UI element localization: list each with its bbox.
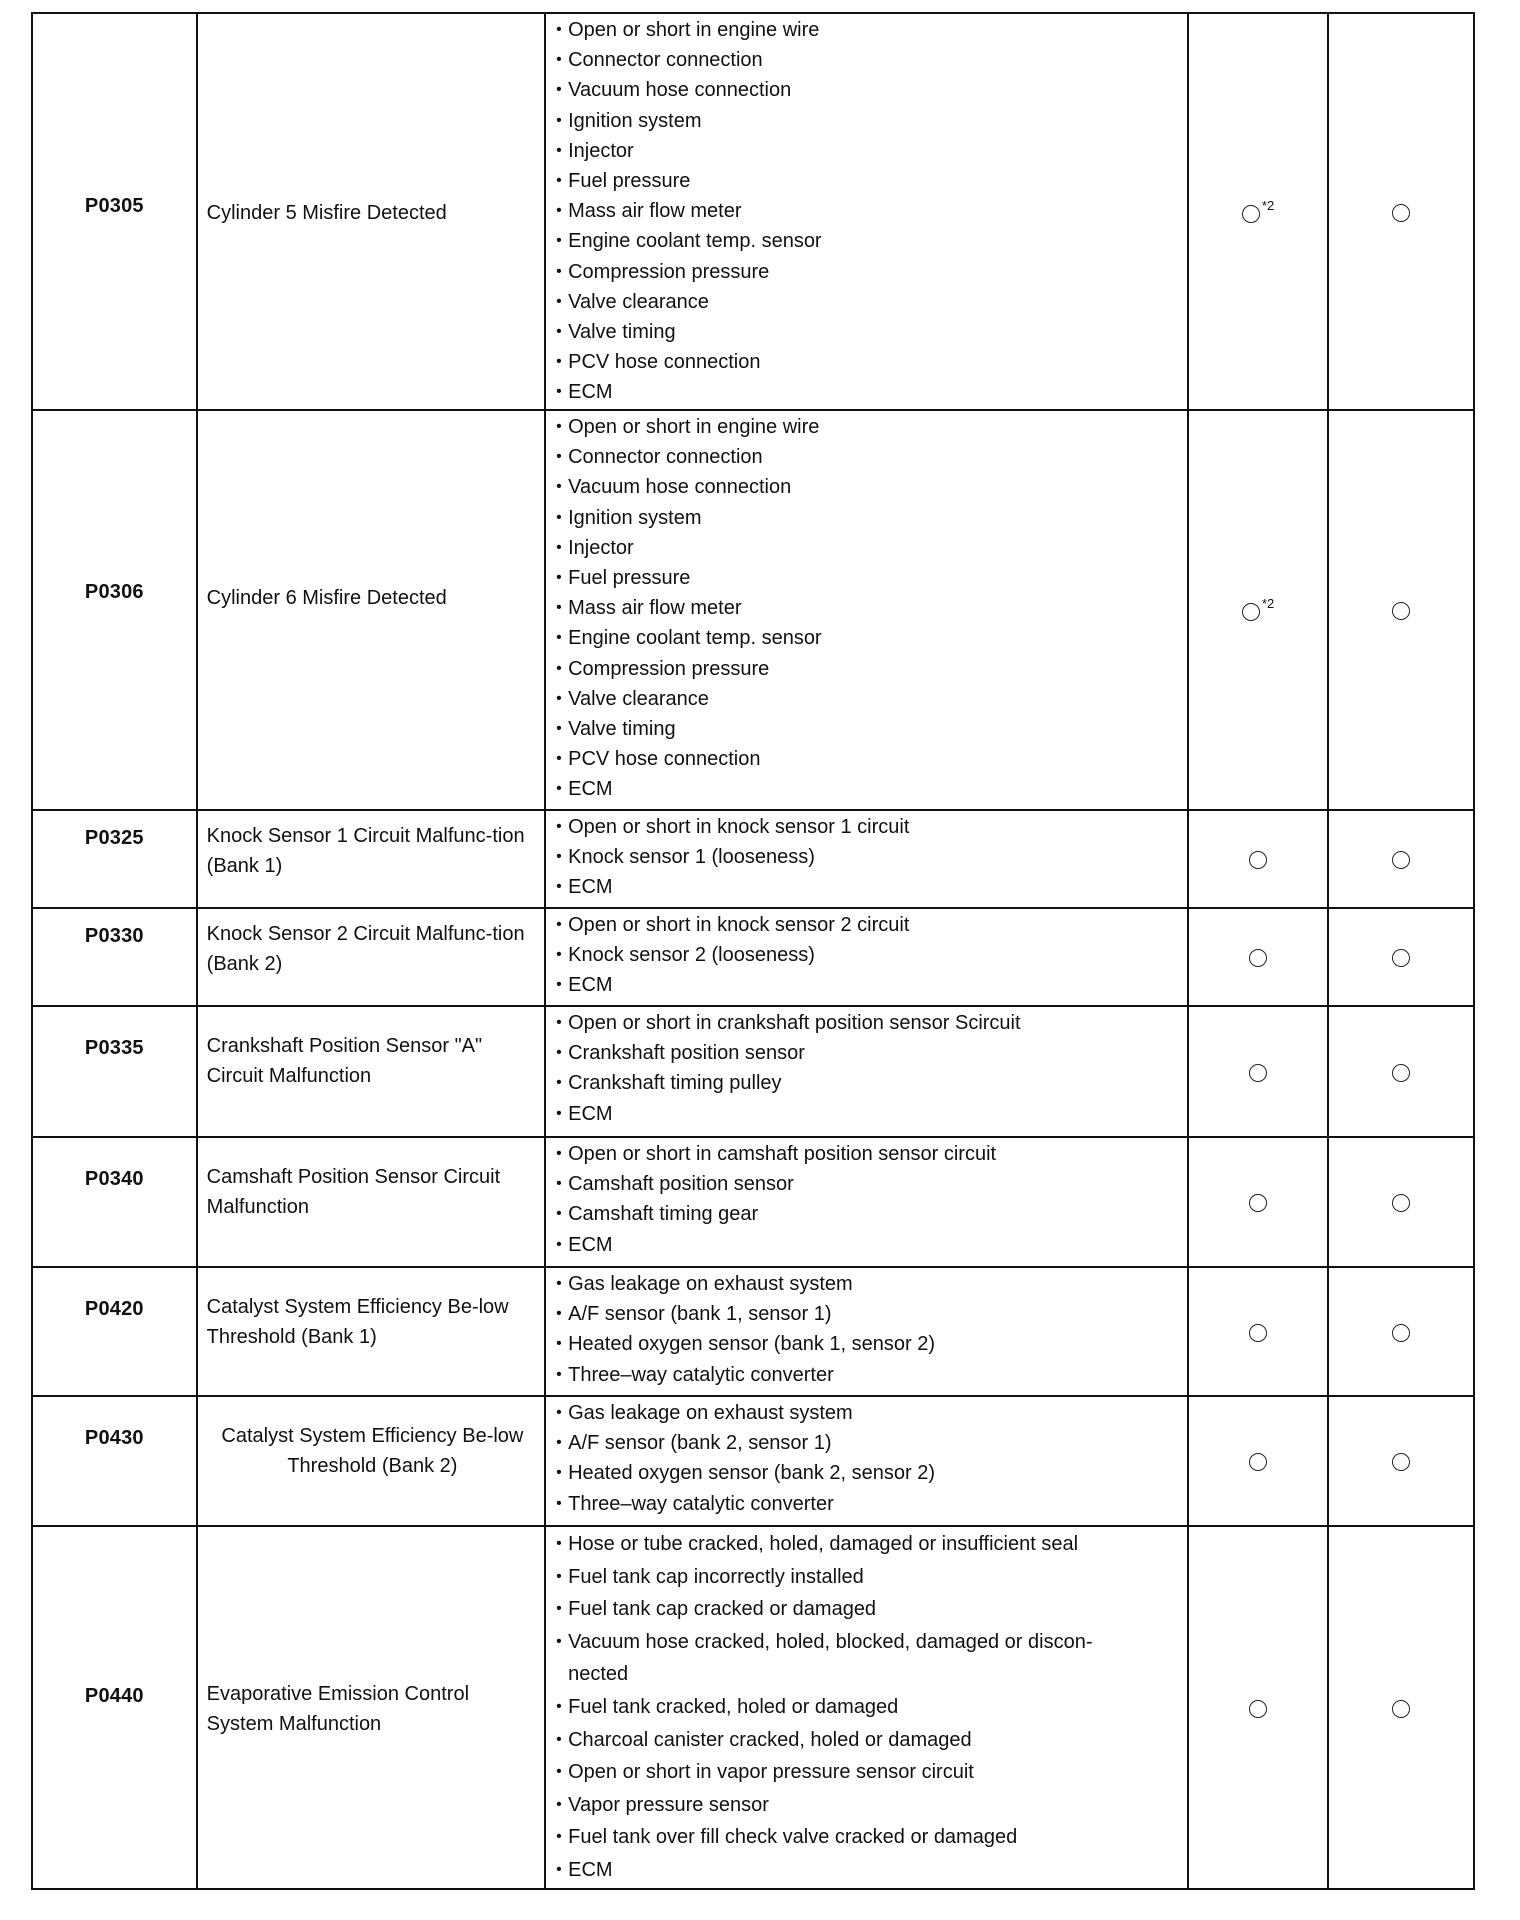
dtc-description-cell <box>197 1267 545 1396</box>
list-item: • Engine coolant temp. sensor <box>556 226 1187 256</box>
list-item: • Mass air flow meter <box>556 196 1187 226</box>
mil-cell <box>1188 1137 1329 1267</box>
dtc-code: P0325 <box>84 827 144 849</box>
circle-mark-icon <box>1392 949 1410 967</box>
list-item: • Open or short in engine wire <box>556 412 1187 442</box>
list-item: • Open or short in crankshaft position sensor Scircuit <box>556 1008 1187 1038</box>
footnote-marker: *2 <box>1261 197 1275 213</box>
circle-mark-icon <box>1249 851 1267 869</box>
list-item: • Knock sensor 1 (looseness) <box>556 842 1187 872</box>
list-item: • Camshaft position sensor <box>556 1169 1187 1199</box>
dtc-code: P0330 <box>84 925 144 947</box>
list-item: • Ignition system <box>556 503 1187 533</box>
dtc-description: Catalyst System Efficiency Be-low Threshold (Bank 1) <box>206 1296 509 1348</box>
list-item: • Vacuum hose connection <box>556 472 1187 502</box>
trouble-area-list <box>556 15 1187 408</box>
memory-cell <box>1328 1267 1474 1396</box>
trouble-area-cell <box>545 1137 1188 1267</box>
list-item: • Valve clearance <box>556 684 1187 714</box>
table-row <box>32 1526 1474 1889</box>
dtc-description-cell <box>197 810 545 908</box>
memory-cell <box>1328 1526 1474 1889</box>
list-item: • Gas leakage on exhaust system <box>556 1398 1187 1428</box>
list-item: • Open or short in knock sensor 2 circuit <box>556 910 1187 940</box>
list-item: • Open or short in engine wire <box>556 15 1187 45</box>
mil-cell <box>1188 1006 1329 1137</box>
circle-mark-icon <box>1392 1324 1410 1342</box>
dtc-code-cell <box>32 810 197 908</box>
trouble-area-cell <box>545 908 1188 1006</box>
list-item: • Connector connection <box>556 45 1187 75</box>
circle-mark-icon <box>1249 1064 1267 1082</box>
memory-cell <box>1328 810 1474 908</box>
dtc-code: P0335 <box>84 1037 144 1059</box>
memory-cell <box>1328 13 1474 410</box>
list-item: • Camshaft timing gear <box>556 1199 1187 1229</box>
dtc-code: P0430 <box>84 1427 144 1449</box>
list-item: • PCV hose connection <box>556 744 1187 774</box>
circle-mark-icon <box>1392 602 1410 620</box>
dtc-code-cell <box>32 908 197 1006</box>
list-item: • Engine coolant temp. sensor <box>556 623 1187 653</box>
circle-mark-icon <box>1249 1700 1267 1718</box>
dtc-code: P0305 <box>84 195 144 217</box>
list-item: • Vacuum hose cracked, holed, blocked, damaged or discon-nected <box>556 1626 1128 1691</box>
table-row <box>32 1137 1474 1267</box>
list-item: • Valve timing <box>556 714 1187 744</box>
dtc-code: P0440 <box>84 1685 144 1707</box>
list-item: • ECM <box>556 774 1187 804</box>
memory-cell <box>1328 1396 1474 1526</box>
circle-mark-icon <box>1392 1453 1410 1471</box>
list-item: • Ignition system <box>556 106 1187 136</box>
trouble-area-list <box>556 812 1187 903</box>
circle-mark-icon <box>1249 1453 1267 1471</box>
dtc-description-cell <box>197 908 545 1006</box>
list-item: • ECM <box>556 1854 1187 1887</box>
list-item: • Crankshaft position sensor <box>556 1038 1187 1068</box>
trouble-area-cell <box>545 1006 1188 1137</box>
dtc-description: Crankshaft Position Sensor "A" Circuit Malfunction <box>206 1035 483 1087</box>
memory-cell <box>1328 410 1474 810</box>
trouble-area-cell <box>545 1267 1188 1396</box>
circle-mark-icon <box>1249 1324 1267 1342</box>
table-row <box>32 1006 1474 1137</box>
trouble-area-cell <box>545 410 1188 810</box>
list-item: • Vapor pressure sensor <box>556 1789 1187 1822</box>
dtc-code: P0420 <box>84 1298 144 1320</box>
dtc-code-cell <box>32 410 197 810</box>
list-item: • Open or short in camshaft position sensor circuit <box>556 1139 1187 1169</box>
dtc-description: Camshaft Position Sensor Circuit Malfunction <box>206 1166 501 1218</box>
circle-mark-icon <box>1392 204 1410 222</box>
trouble-area-cell <box>545 1526 1188 1889</box>
trouble-area-cell <box>545 1396 1188 1526</box>
list-item: • Compression pressure <box>556 257 1187 287</box>
dtc-code-cell <box>32 1267 197 1396</box>
circle-mark-icon <box>1242 603 1260 621</box>
list-item: • Open or short in vapor pressure sensor circuit <box>556 1756 1187 1789</box>
memory-cell <box>1328 1006 1474 1137</box>
list-item: • A/F sensor (bank 1, sensor 1) <box>556 1299 1187 1329</box>
list-item: • Fuel pressure <box>556 166 1187 196</box>
mil-cell <box>1188 908 1329 1006</box>
list-item: • Fuel pressure <box>556 563 1187 593</box>
trouble-area-list <box>556 910 1187 1001</box>
table-row <box>32 13 1474 410</box>
dtc-description-cell <box>197 13 545 410</box>
list-item: • Gas leakage on exhaust system <box>556 1269 1187 1299</box>
list-item: • ECM <box>556 970 1187 1000</box>
list-item: • ECM <box>556 377 1187 407</box>
list-item: • ECM <box>556 1230 1187 1260</box>
circle-mark-icon <box>1242 205 1260 223</box>
dtc-description-cell <box>197 1396 545 1526</box>
list-item: • Compression pressure <box>556 654 1187 684</box>
list-item: • A/F sensor (bank 2, sensor 1) <box>556 1428 1187 1458</box>
dtc-code-cell <box>32 1396 197 1526</box>
list-item: • Charcoal canister cracked, holed or damaged <box>556 1724 1187 1757</box>
list-item: • Fuel tank cap cracked or damaged <box>556 1593 1187 1626</box>
mil-cell <box>1188 410 1329 810</box>
mil-cell <box>1188 810 1329 908</box>
list-item: • Crankshaft timing pulley <box>556 1068 1187 1098</box>
dtc-description-cell <box>197 1526 545 1889</box>
list-item: • Valve clearance <box>556 287 1187 317</box>
mil-cell <box>1188 13 1329 410</box>
trouble-area-cell <box>545 810 1188 908</box>
dtc-code-cell <box>32 1526 197 1889</box>
table-row <box>32 908 1474 1006</box>
list-item: • PCV hose connection <box>556 347 1187 377</box>
list-item: • Three–way catalytic converter <box>556 1489 1187 1519</box>
table-row <box>32 410 1474 810</box>
list-item: • Injector <box>556 533 1187 563</box>
list-item: • Valve timing <box>556 317 1187 347</box>
dtc-description: Knock Sensor 1 Circuit Malfunc-tion (Bank 1) <box>206 825 525 877</box>
list-item: • Fuel tank cracked, holed or damaged <box>556 1691 1187 1724</box>
list-item: • Fuel tank cap incorrectly installed <box>556 1561 1187 1594</box>
list-item: • Injector <box>556 136 1187 166</box>
dtc-code-cell <box>32 1137 197 1267</box>
mil-cell <box>1188 1267 1329 1396</box>
memory-cell <box>1328 908 1474 1006</box>
dtc-code-cell <box>32 1006 197 1137</box>
dtc-description: Cylinder 6 Misfire Detected <box>206 587 447 609</box>
mil-cell <box>1188 1396 1329 1526</box>
dtc-description: Knock Sensor 2 Circuit Malfunc-tion (Bank 2) <box>206 923 525 975</box>
circle-mark-icon <box>1392 1194 1410 1212</box>
list-item: • Vacuum hose connection <box>556 75 1187 105</box>
list-item: • Three–way catalytic converter <box>556 1360 1187 1390</box>
table-row <box>32 1267 1474 1396</box>
dtc-description: Evaporative Emission Control System Malfunction <box>206 1683 470 1735</box>
circle-mark-icon <box>1249 949 1267 967</box>
trouble-area-cell <box>545 13 1188 410</box>
dtc-code: P0340 <box>84 1168 144 1190</box>
trouble-area-list <box>556 1269 1187 1390</box>
dtc-description: Catalyst System Efficiency Be-low Threshold (Bank 2) <box>221 1425 524 1477</box>
circle-mark-icon <box>1392 851 1410 869</box>
list-item: • Heated oxygen sensor (bank 1, sensor 2) <box>556 1329 1187 1359</box>
list-item: • Fuel tank over fill check valve cracked or damaged <box>556 1821 1187 1854</box>
trouble-area-list <box>556 1398 1187 1519</box>
trouble-area-list <box>556 1528 1187 1887</box>
circle-mark-icon <box>1392 1064 1410 1082</box>
dtc-description-cell <box>197 410 545 810</box>
list-item: • Knock sensor 2 (looseness) <box>556 940 1187 970</box>
trouble-area-list <box>556 1139 1187 1260</box>
list-item: • ECM <box>556 872 1187 902</box>
circle-mark-icon <box>1249 1194 1267 1212</box>
trouble-area-list <box>556 1008 1187 1129</box>
circle-mark-icon <box>1392 1700 1410 1718</box>
dtc-description-cell <box>197 1006 545 1137</box>
list-item: • Hose or tube cracked, holed, damaged or insufficient seal <box>556 1528 1187 1561</box>
mil-cell <box>1188 1526 1329 1889</box>
dtc-code: P0306 <box>84 581 144 603</box>
table-row <box>32 1396 1474 1526</box>
list-item: • Heated oxygen sensor (bank 2, sensor 2) <box>556 1458 1187 1488</box>
list-item: • Open or short in knock sensor 1 circuit <box>556 812 1187 842</box>
list-item: • ECM <box>556 1099 1187 1129</box>
trouble-area-list <box>556 412 1187 805</box>
footnote-marker: *2 <box>1261 596 1275 611</box>
dtc-code-cell <box>32 13 197 410</box>
dtc-description-cell <box>197 1137 545 1267</box>
dtc-description: Cylinder 5 Misfire Detected <box>206 202 447 224</box>
dtc-table <box>31 12 1475 1890</box>
table-row <box>32 810 1474 908</box>
memory-cell <box>1328 1137 1474 1267</box>
list-item: • Mass air flow meter <box>556 593 1187 623</box>
dtc-chart-page <box>31 12 1475 1890</box>
list-item: • Connector connection <box>556 442 1187 472</box>
